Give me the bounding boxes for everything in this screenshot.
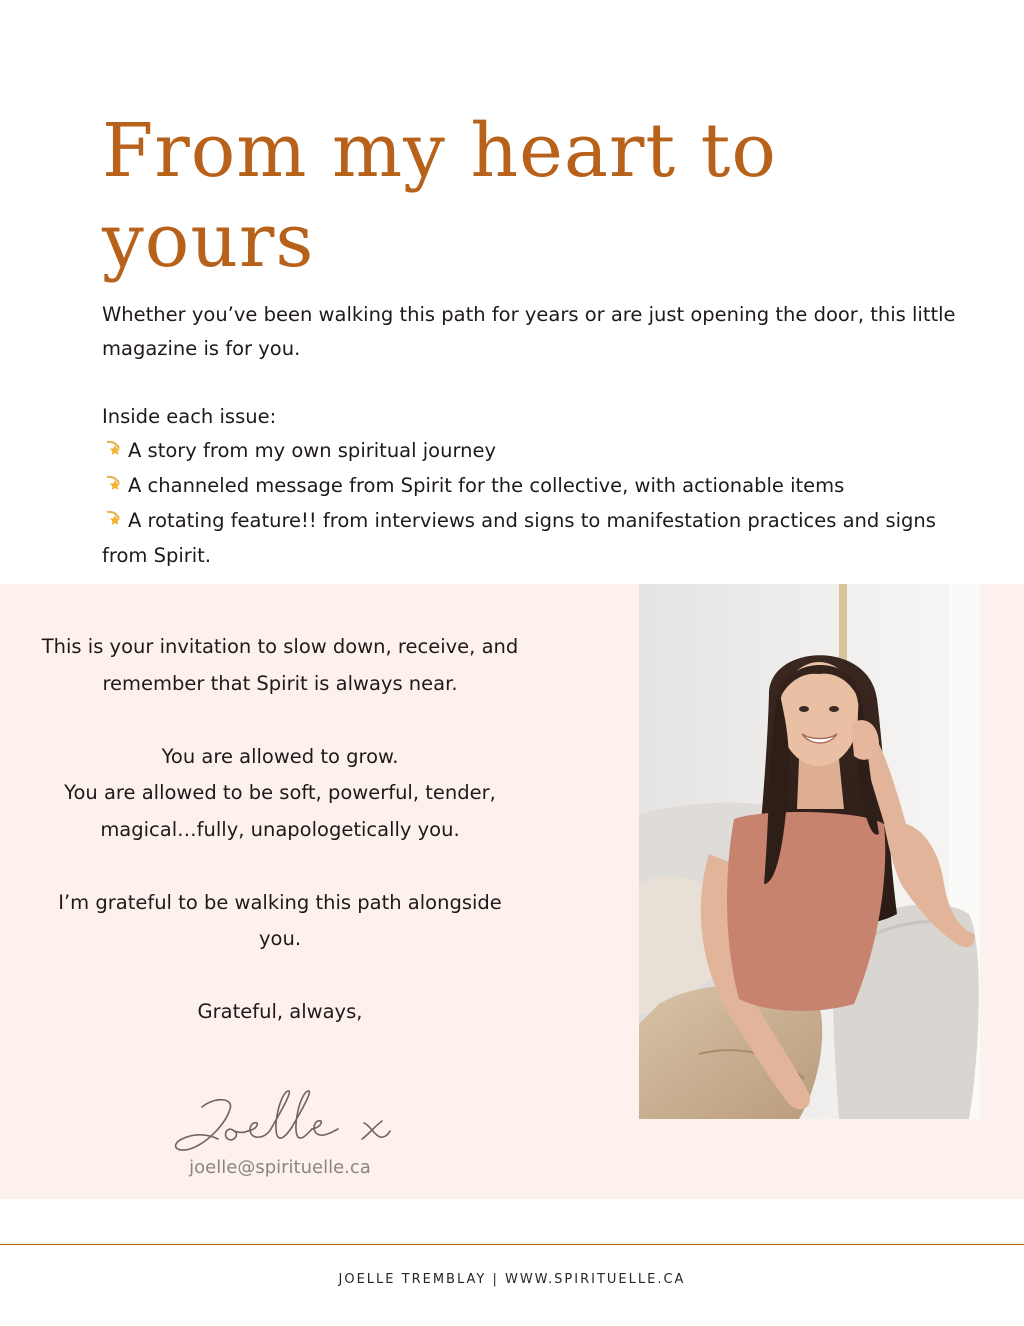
list-item xyxy=(102,434,962,469)
shooting-star-icon xyxy=(102,505,128,539)
feature-item-text: A rotating feature!! from interviews and signs to manifestation practices and signs from Spirit. xyxy=(102,509,936,567)
title-line-2: yours xyxy=(102,198,315,284)
list-item xyxy=(102,469,962,504)
shooting-star-icon xyxy=(102,435,128,469)
spacer xyxy=(20,848,540,885)
letter-text xyxy=(20,629,540,1031)
grateful-line: I’m grateful to be walking this path alongside xyxy=(58,890,502,914)
handwritten-signature xyxy=(168,1083,398,1163)
footer-divider xyxy=(0,1244,1024,1245)
spacer xyxy=(102,366,962,400)
grow-line: You are allowed to grow. xyxy=(161,744,399,768)
feature-list xyxy=(102,434,962,573)
feature-item-text: A story from my own spiritual journey xyxy=(128,439,497,462)
page-title xyxy=(102,106,862,286)
list-item xyxy=(102,504,962,573)
closing-line: Grateful, always, xyxy=(197,1000,363,1023)
list-intro: Inside each issue: xyxy=(102,405,277,428)
feature-item-text: A channeled message from Spirit for the collective, with actionable items xyxy=(128,474,845,497)
footer-credit: JOELLE TREMBLAY | WWW.SPIRITUELLE.CA xyxy=(338,1272,686,1287)
soft-line: You are allowed to be soft, powerful, tender, xyxy=(64,781,496,804)
spacer xyxy=(20,702,540,739)
title-line-1: From my heart to xyxy=(102,108,777,194)
soft-line: magical…fully, unapologetically you. xyxy=(100,817,460,841)
portrait-photo xyxy=(639,584,980,1119)
invitation-line: remember that Spirit is always near. xyxy=(102,671,458,695)
spacer xyxy=(20,958,540,995)
intro-paragraph: Whether you’ve been walking this path for years or are just opening the door, this little magazine is for you. xyxy=(102,303,956,360)
invitation-line: This is your invitation to slow down, receive, and xyxy=(41,635,519,658)
grateful-line: you. xyxy=(258,927,302,950)
shooting-star-icon xyxy=(102,470,128,504)
intro-section xyxy=(102,298,962,573)
email-address: joelle@spirituelle.ca xyxy=(189,1157,371,1178)
portrait-illustration xyxy=(639,584,980,1119)
